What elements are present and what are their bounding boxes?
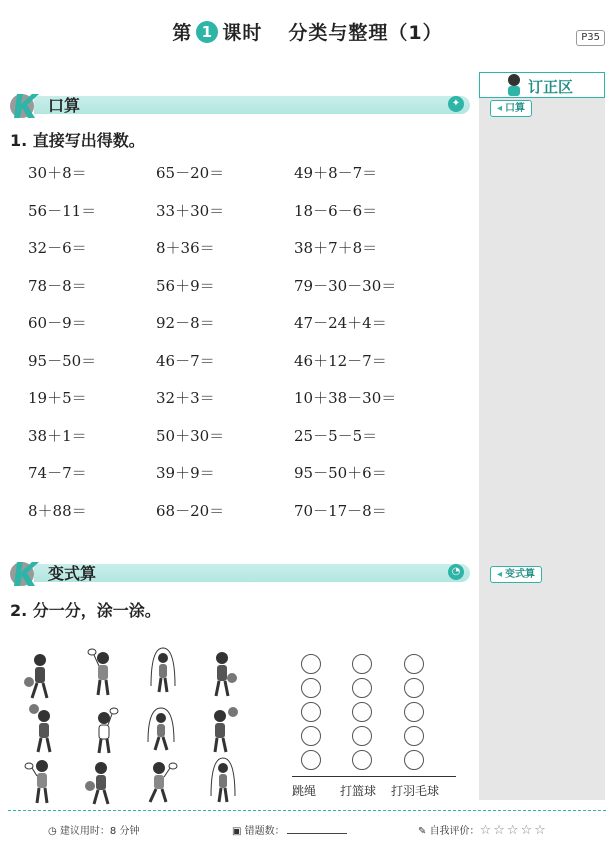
lesson-subtitle: 分类与整理（1） xyxy=(288,22,443,44)
table-row xyxy=(28,162,468,200)
section-banner-bianshi xyxy=(8,556,470,586)
chart-baseline xyxy=(292,776,456,777)
problem: 68－20＝ xyxy=(156,501,225,520)
table-row xyxy=(28,237,468,275)
lesson-prefix: 第 xyxy=(172,22,193,44)
color-circle[interactable] xyxy=(301,726,321,746)
question-2-title: 2. 分一分，涂一涂。 xyxy=(10,601,161,620)
swirl-icon: ◔ xyxy=(448,564,464,580)
problem: 10＋38－30＝ xyxy=(294,389,397,407)
clock-icon: ◷ xyxy=(48,826,60,837)
color-circle[interactable] xyxy=(404,726,424,746)
badminton-kid-icon xyxy=(86,706,120,756)
color-circle[interactable] xyxy=(352,750,372,770)
problem: 92－8＝ xyxy=(156,314,215,332)
correction-panel-header xyxy=(479,72,605,98)
badminton-kid-icon xyxy=(24,756,58,806)
page-number-tag: P35 xyxy=(576,30,605,46)
error-count xyxy=(232,822,347,837)
basketball-kid-icon xyxy=(206,650,240,700)
color-circle[interactable] xyxy=(352,726,372,746)
color-circle[interactable] xyxy=(404,678,424,698)
side-tag-label: 口算 xyxy=(505,103,526,114)
problem: 32－6＝ xyxy=(28,239,87,257)
problem: 95－50＝ xyxy=(28,351,97,370)
table-row xyxy=(28,425,468,463)
problem: 78－8＝ xyxy=(28,276,87,295)
self-evaluation xyxy=(418,822,548,838)
table-row xyxy=(28,387,468,425)
coloring-chart xyxy=(292,650,462,800)
problem: 33＋30＝ xyxy=(156,201,225,220)
problem: 46－7＝ xyxy=(156,351,215,370)
problem: 8＋36＝ xyxy=(156,239,215,257)
problem: 65－20＝ xyxy=(156,164,225,182)
basketball-kid-icon xyxy=(26,704,60,754)
category-label-badminton: 打羽毛球 xyxy=(391,784,440,798)
basketball-kid-icon xyxy=(84,758,118,808)
problem: 25－5－5＝ xyxy=(294,426,378,445)
table-row xyxy=(28,350,468,388)
pointer-icon: ◂ xyxy=(497,103,503,114)
color-circle[interactable] xyxy=(404,702,424,722)
problem: 38＋7＋8＝ xyxy=(294,239,378,257)
problem: 46＋12－7＝ xyxy=(294,351,387,370)
section-title-kousuan: 口算 xyxy=(48,96,81,115)
section-title-bianshi: 变式算 xyxy=(48,564,97,583)
color-circle[interactable] xyxy=(352,678,372,698)
suggested-time-label: 建议用时：8 分钟 xyxy=(59,826,140,837)
correction-panel-title: 订正区 xyxy=(528,78,574,96)
banner-bar xyxy=(34,564,470,582)
problem: 19＋5＝ xyxy=(28,389,87,407)
table-row xyxy=(28,500,468,538)
lesson-suffix: 课时 xyxy=(222,22,263,44)
k-logo-icon xyxy=(8,88,42,120)
book-icon: ▣ xyxy=(232,826,245,837)
problem: 38＋1＝ xyxy=(28,426,87,445)
table-row xyxy=(28,200,468,238)
problem: 70－17－8＝ xyxy=(294,501,387,520)
problem: 39＋9＝ xyxy=(156,464,215,482)
side-tag-bianshi xyxy=(490,566,542,583)
student-avatar-icon xyxy=(504,73,524,97)
error-count-blank[interactable] xyxy=(287,833,347,834)
question-1-title: 1. 直接写出得数。 xyxy=(10,131,145,150)
color-circle[interactable] xyxy=(352,654,372,674)
jumprope-kid-icon xyxy=(144,704,178,754)
lightbulb-icon: ✦ xyxy=(448,96,464,112)
problem: 30＋8＝ xyxy=(28,164,87,182)
arithmetic-grid xyxy=(28,162,468,537)
jumprope-kid-icon xyxy=(206,754,240,804)
correction-panel xyxy=(479,72,605,800)
table-row xyxy=(28,462,468,500)
problem: 47－24＋4＝ xyxy=(294,314,387,332)
problem: 79－30－30＝ xyxy=(294,276,397,295)
k-logo-icon xyxy=(8,556,42,588)
color-circle[interactable] xyxy=(301,654,321,674)
problem: 74－7＝ xyxy=(28,464,87,482)
problem: 60－9＝ xyxy=(28,314,87,332)
side-tag-label: 变式算 xyxy=(505,569,536,580)
error-count-label: 错题数： xyxy=(244,826,285,837)
lesson-number-badge: 1 xyxy=(196,21,218,43)
problem: 56－11＝ xyxy=(28,201,97,220)
basketball-kid-icon xyxy=(22,652,56,702)
jumprope-kid-icon xyxy=(146,646,180,696)
problem: 8＋88＝ xyxy=(28,501,87,520)
problem: 56＋9＝ xyxy=(156,276,215,295)
lesson-title xyxy=(0,18,615,45)
banner-bar xyxy=(34,96,470,114)
problem: 95－50＋6＝ xyxy=(294,464,387,482)
color-circle[interactable] xyxy=(301,678,321,698)
self-eval-label: 自我评价： xyxy=(429,826,480,837)
table-row xyxy=(28,312,468,350)
section-banner-kousuan xyxy=(8,88,470,118)
suggested-time xyxy=(48,822,139,837)
problem: 49＋8－7＝ xyxy=(294,164,378,182)
kids-illustrations xyxy=(22,640,262,810)
side-tag-kousuan xyxy=(490,100,532,117)
basketball-kid-icon xyxy=(206,704,240,754)
footer-divider xyxy=(8,810,606,811)
problem: 50＋30＝ xyxy=(156,426,225,445)
problem: 32＋3＝ xyxy=(156,389,215,407)
badminton-kid-icon xyxy=(86,648,120,698)
color-circle[interactable] xyxy=(301,750,321,770)
category-label-jumprope: 跳绳 xyxy=(292,784,317,798)
problem: 18－6－6＝ xyxy=(294,201,378,220)
pencil-icon: ✎ xyxy=(418,826,430,837)
rating-stars[interactable]: ☆☆☆☆☆ xyxy=(479,823,548,838)
badminton-kid-icon xyxy=(144,756,178,806)
color-circle[interactable] xyxy=(301,702,321,722)
table-row xyxy=(28,275,468,313)
color-circle[interactable] xyxy=(404,654,424,674)
color-circle[interactable] xyxy=(352,702,372,722)
color-circle[interactable] xyxy=(404,750,424,770)
category-label-basketball: 打篮球 xyxy=(340,784,377,798)
pointer-icon: ◂ xyxy=(497,569,503,580)
